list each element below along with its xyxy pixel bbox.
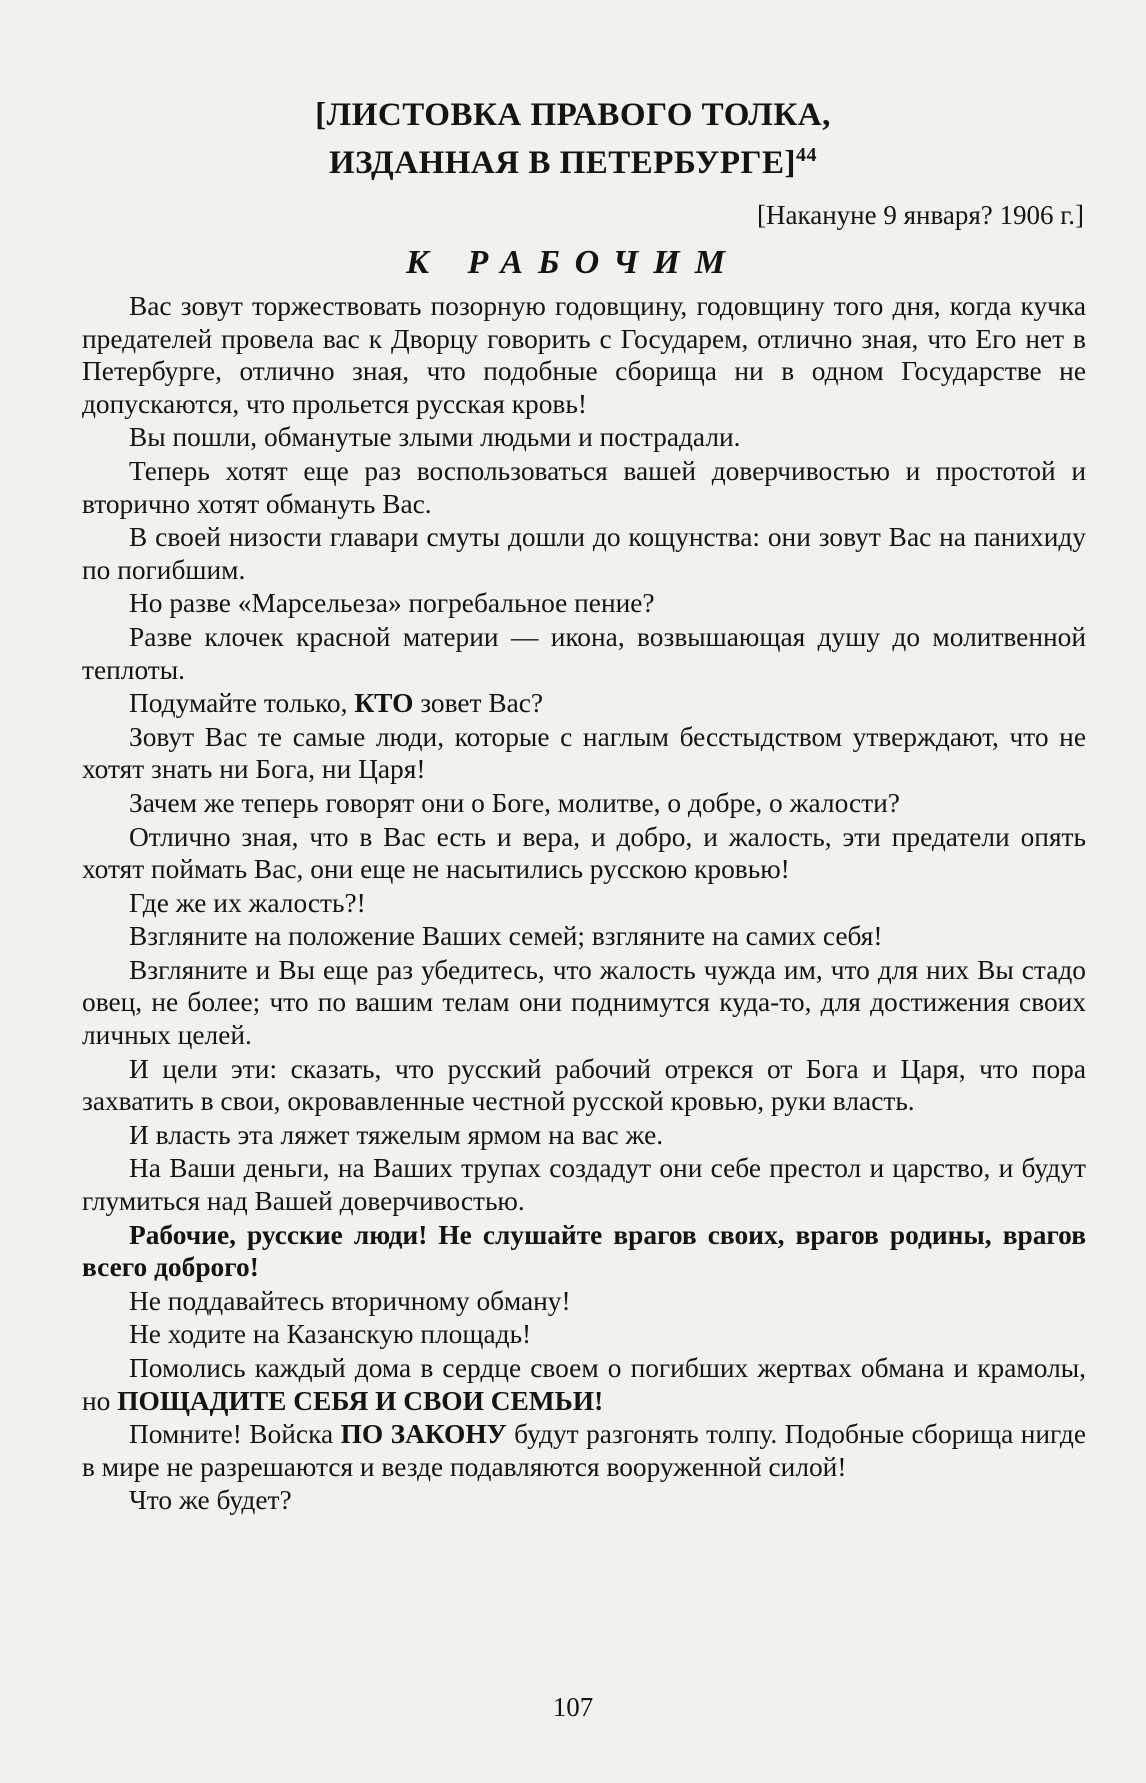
emphasis-text: КТО	[354, 688, 414, 719]
footnote-ref: 44	[796, 144, 817, 166]
paragraph: Отлично зная, что в Вас есть и вера, и добро, и жалость, эти предатели опять хотят поймать Вас, они еще не насытились русскою кровью!	[82, 821, 1086, 885]
paragraph-text: Помолись каждый дома в сердце своем о погибших жертвах обмана и крамолы, но	[82, 1353, 1086, 1416]
paragraph: В своей низости главари смуты дошли до кощунства: они зовут Вас на панихиду по погибшим.	[82, 522, 1086, 585]
paragraph-text: будут разгонять толпу. Подобные сборища нигде в мире не разрешаются и везде подавляются вооруженной силой!	[82, 1419, 1086, 1482]
paragraph: Зовут Вас те самые люди, которые с наглым бесстыдством утверждают, что не хотят знать ни Бога, ни Царя!	[82, 721, 1086, 785]
paragraph	[82, 1219, 1086, 1284]
paragraph: На Ваши деньги, на Ваших трупах создадут они себе престол и царство, и будут глумиться над Вашей доверчивостью.	[82, 1153, 1086, 1217]
paragraph: Что же будет?	[129, 1485, 292, 1516]
paragraph: Не ходите на Казанскую площадь!	[129, 1319, 532, 1350]
paragraph	[82, 1418, 1086, 1483]
paragraph-text: зовет Вас?	[413, 688, 544, 719]
emphasis-text: ПО ЗАКОНУ	[340, 1419, 507, 1450]
paragraph: Взгляните и Вы еще раз убедитесь, что жалость чужда им, что для них Вы стадо овец, не более; что по вашим телам они поднимутся куда-то, для достижения своих личных целей.	[82, 954, 1086, 1051]
page-number: 107	[552, 1692, 594, 1722]
emphasis-text: ПОЩАДИТЕ СЕБЯ И СВОИ СЕМЬИ!	[117, 1385, 604, 1416]
paragraph: Вас зовут торжествовать позорную годовщину, годовщину того дня, когда кучка предателей провела вас к Дворцу говорить с Государем, отлично зная, что Его нет в Петербурге, отлично зная, что подобные сборища ни в одном Государстве не допускаются, что прольется русская кровь!	[82, 291, 1086, 419]
paragraph: И власть эта ляжет тяжелым ярмом на вас же.	[129, 1119, 664, 1150]
title-text: ИЗДАННАЯ В ПЕТЕРБУРГЕ]	[328, 145, 796, 181]
paragraph: Где же их жалость?!	[129, 887, 366, 918]
paragraph-text: Помните! Войска	[129, 1419, 341, 1450]
emphasis-text: Рабочие, русские люди! Не слушайте врагов своих, врагов родины, врагов всего доброго!	[82, 1219, 1086, 1283]
document-date: [Накануне 9 января? 1906 г.]	[757, 200, 1084, 230]
paragraph: Теперь хотят еще раз воспользоваться вашей доверчивостью и простотой и вторично хотят обмануть Вас.	[82, 455, 1086, 519]
paragraph-text: Подумайте только,	[129, 688, 355, 719]
paragraph: Зачем же теперь говорят они о Боге, молитве, о добре, о жалости?	[129, 787, 900, 818]
title-line-2	[0, 135, 1146, 183]
paragraph: Вы пошли, обманутые злыми людьми и пострадали.	[129, 422, 741, 453]
paragraph: И цели эти: сказать, что русский рабочий отрекся от Бога и Царя, что пора захватить в свои, окровавленные честной русской кровью, руки власть.	[82, 1053, 1086, 1117]
paragraph: Не поддавайтесь вторичному обману!	[129, 1285, 571, 1316]
paragraph: Разве клочек красной материи — икона, возвышающая душу до молитвенной теплоты.	[82, 621, 1086, 685]
section-heading: К РАБОЧИМ	[406, 244, 740, 281]
paragraph: Взгляните на положение Ваших семей; взгляните на самих себя!	[129, 921, 883, 952]
paragraph	[82, 1352, 1086, 1417]
title-line-1: [ЛИСТОВКА ПРАВОГО ТОЛКА,	[315, 97, 831, 133]
document-body	[82, 290, 1086, 1518]
paragraph: Но разве «Марсельеза» погребальное пение?	[129, 588, 655, 619]
paragraph	[82, 687, 1086, 720]
